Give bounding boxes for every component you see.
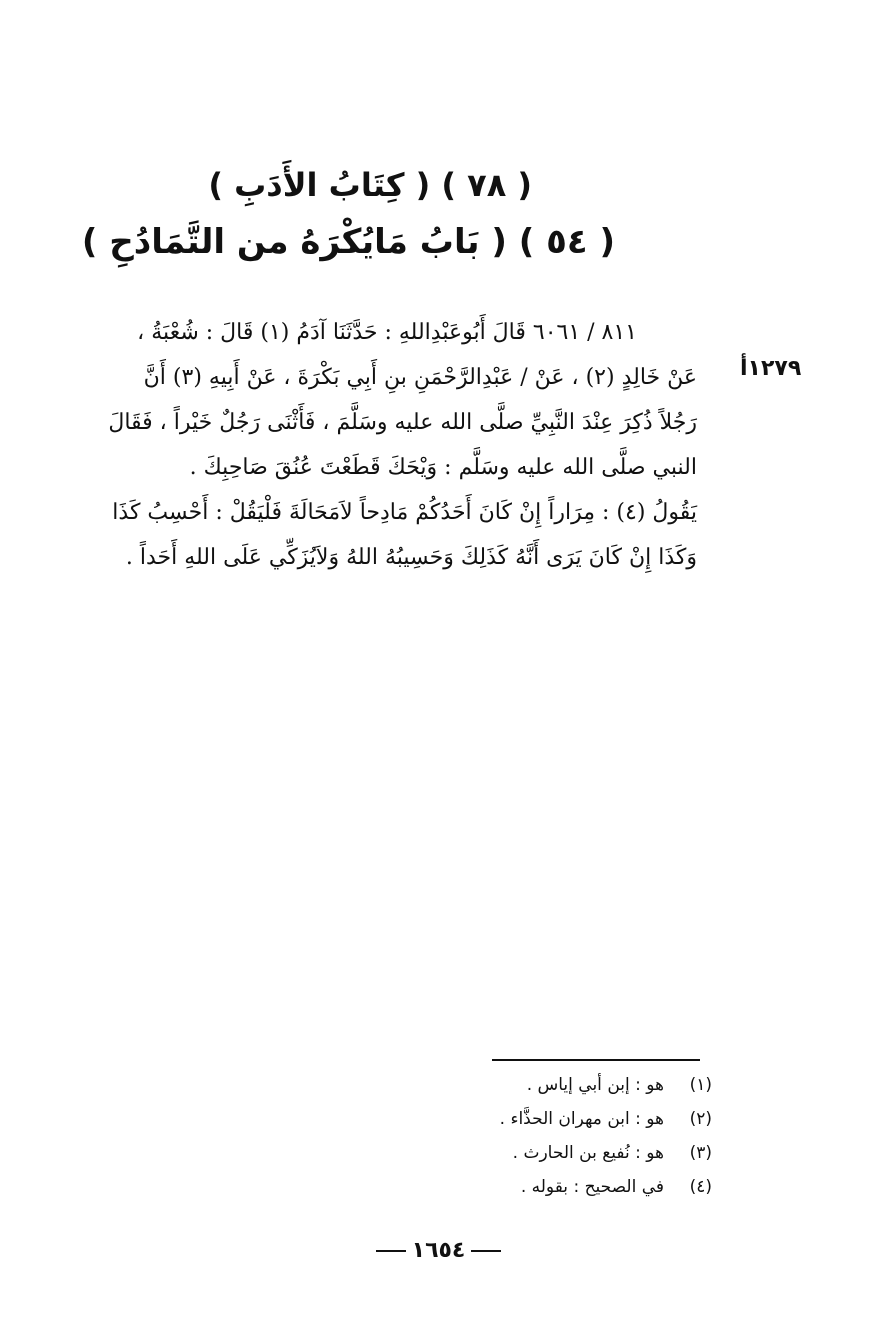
hadith-line: رَجُلاً ذُكِرَ عِنْدَ النَّبِيِّ صلَّى الله عليه وسَلَّمَ ، فَأَثْنَى رَجُلٌ خَيْراً ، فَقَالَ — [108, 410, 697, 435]
footnote-text: في الصحيح : بقوله . — [520, 1177, 664, 1197]
hadith-line: يَقُولُ (٤) : مِرَاراً إِنْ كَانَ أَحَدُكُمْ مَادِحاً لاَمَحَالَةَ فَلْيَقُلْ : أَحْسِبُ كَذَا — [112, 500, 697, 525]
hadith-line: النبي صلَّى الله عليه وسَلَّم : وَيْحَكَ قَطَعْتَ عُنُقَ صَاحِبِكَ . — [189, 455, 697, 480]
hadith-line: ٨١١ / ٦٠٦١ قَالَ أَبُوعَبْدِاللهِ : حَدَّثَنَا آدَمُ (١) قَالَ : شُعْبَةُ ، — [137, 320, 637, 345]
footnote-number: (٤) — [689, 1177, 712, 1197]
footnote-number: (١) — [689, 1075, 712, 1095]
chapter-title: ( ٥٤ ) ( بَابُ مَايُكْرَهُ من التَّمَادُحِ ) — [81, 222, 615, 262]
footnote-text: هو : إبن أبي إياس . — [526, 1075, 664, 1095]
dash-left — [471, 1250, 501, 1252]
footnote-text: هو : ابن مهران الحذَّاء . — [499, 1109, 664, 1129]
footnote-text: هو : نُفيع بن الحارث . — [512, 1143, 664, 1163]
footnote-item — [412, 1170, 712, 1204]
footnotes — [412, 1068, 712, 1204]
hadith-line: عَنْ خَالِدٍ (٢) ، عَنْ / عَبْدِالرَّحْمَنِ بنِ أَبِي بَكْرَةَ ، عَنْ أَبِيهِ (٣) أَنَّ — [143, 365, 697, 390]
hadith-text — [108, 310, 697, 580]
footnote-number: (٣) — [689, 1143, 712, 1163]
hadith-line: وَكَذَا إِنْ كَانَ يَرَى أَنَّهُ كَذَلِكَ وَحَسِيبُهُ اللهُ وَلاَيُزَكِّي عَلَى اللهِ أَحَداً . — [125, 545, 697, 570]
footnote-number: (٢) — [689, 1109, 712, 1129]
page-number-value: ١٦٥٤ — [411, 1238, 466, 1263]
dash-right — [376, 1250, 406, 1252]
footnote-item — [412, 1136, 712, 1170]
footnote-item — [412, 1068, 712, 1102]
page-number — [0, 1238, 877, 1263]
book-title: ( ٧٨ ) ( كِتَابُ الأَدَبِ ) — [208, 166, 532, 204]
margin-reference: ١٢٧٩أ — [740, 356, 802, 381]
footnote-divider — [492, 1059, 700, 1061]
footnote-item — [412, 1102, 712, 1136]
